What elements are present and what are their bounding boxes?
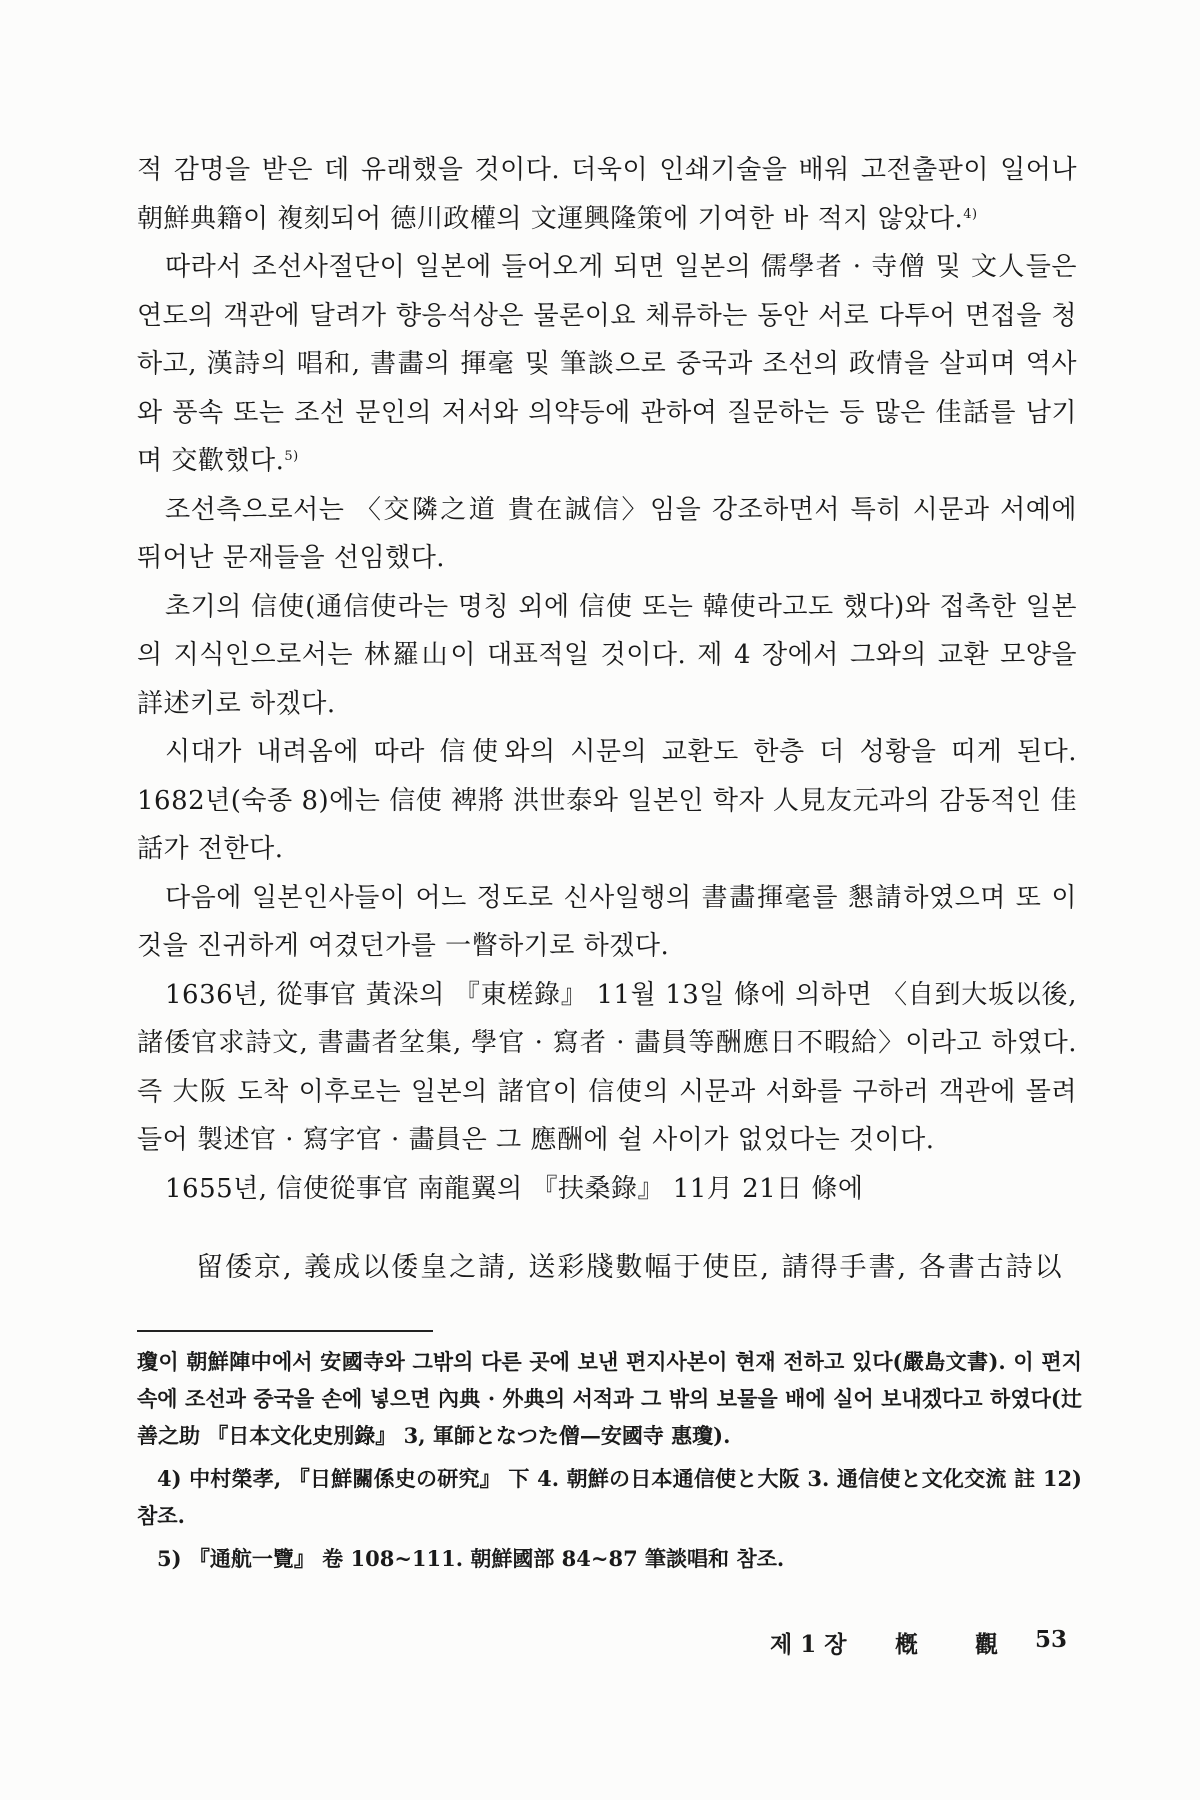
footnotes — [137, 1343, 1082, 1577]
paragraph-text: 따라서 조선사절단이 일본에 들어오게 되면 일본의 儒學者 · 寺僧 및 文人들은 연도의 객관에 달려가 향응석상은 물론이요 체류하는 동안 서로 다투어 면접을 청하고, 漢詩의 唱和, 書畵의 揮毫 및 筆談으로 중국과 조선의 政情을 살피며 역사와 풍속 또는 조선 문인의 저서와 의약등에 관하여 질문하는 등 많은 佳話를 남기며 交歡했다. — [137, 252, 1077, 476]
chapter-label: 제 1 장 — [770, 1631, 847, 1658]
chapter-title-left: 槪 — [895, 1631, 918, 1658]
page-number: 53 — [1035, 1626, 1068, 1653]
paragraph-2 — [137, 243, 1077, 486]
footnote-5: 5) 『通航一覽』 卷 108~111. 朝鮮國部 84~87 筆談唱和 참조. — [157, 1546, 785, 1571]
footnote-4: 4) 中村榮孝, 『日鮮關係史の研究』 下 4. 朝鮮の日本通信使と大阪 3. 通信使と文化交流 註 12) 참조. — [137, 1466, 1082, 1528]
footnote-divider — [137, 1330, 433, 1332]
footnote-ref: 4) — [963, 206, 978, 222]
paragraph-6 — [137, 874, 1077, 971]
paragraph-text: 시대가 내려옴에 따라 信使와의 시문의 교환도 한층 더 성황을 띠게 된다. 1682년(숙종 8)에는 信使 裨將 洪世泰와 일본인 학자 人見友元과의 감동적인 佳話가 전한다. — [137, 737, 1077, 864]
paragraph-8 — [137, 1165, 1077, 1214]
paragraph-text: 1636년, 從事官 黃𣳼의 『東槎錄』 11월 13일 條에 의하면 〈自到大坂以後, 諸倭官求詩文, 書畵者坌集, 學官 · 寫者 · 畵員等酬應日不暇給〉이라고 하였다. 즉 大阪 도착 이후로는 일본의 諸官이 信使의 시문과 서화를 구하러 객관에 몰려들어 製述官 · 寫字官 · 畵員은 그 應酬에 쉴 사이가 없었다는 것이다. — [137, 979, 1077, 1155]
paragraph-7 — [137, 971, 1077, 1165]
footnote-ref: 5) — [284, 449, 299, 464]
footnote-continued: 瓊이 朝鮮陣中에서 安國寺와 그밖의 다른 곳에 보낸 편지사본이 현재 전하고 있다(嚴島文書). 이 편지 속에 조선과 중국을 손에 넣으면 內典 · 外典의 서적과 그 밖의 보물을 배에 실어 보내겠다고 하였다(辻善之助 『日本文化史別錄』 3, 軍師となつた僧—安國寺 惠瓊). — [137, 1349, 1082, 1448]
chapter-title-right: 觀 — [975, 1631, 998, 1658]
paragraph-3 — [137, 486, 1077, 583]
paragraph-4 — [137, 583, 1077, 729]
body-text — [137, 146, 1077, 1213]
paragraph-text: 1655년, 信使從事官 南龍翼의 『扶桑錄』 11月 21日 條에 — [165, 1173, 864, 1204]
paragraph-text: 적 감명을 받은 데 유래했을 것이다. 더욱이 인쇄기술을 배워 고전출판이 일어나 朝鮮典籍이 複刻되어 德川政權의 文運興隆策에 기여한 바 적지 않았다. — [137, 155, 1077, 234]
paragraph-text: 다음에 일본인사들이 어느 정도로 신사일행의 書畵揮毫를 懇請하였으며 또 이것을 진귀하게 여겼던가를 一瞥하기로 하겠다. — [137, 882, 1077, 961]
block-quote: 留倭京, 義成以倭皇之請, 送彩牋數幅于使臣, 請得手書, 各書古詩以 — [196, 1252, 1064, 1283]
running-footer — [770, 1626, 1090, 1660]
paragraph-text: 초기의 信使(通信使라는 명칭 외에 信使 또는 韓使라고도 했다)와 접촉한 일본의 지식인으로서는 林羅山이 대표적일 것이다. 제 4 장에서 그와의 교환 모양을 詳述키로 하겠다. — [137, 591, 1077, 719]
paragraph-5 — [137, 728, 1077, 874]
paragraph-1 — [137, 146, 1077, 243]
paragraph-text: 조선측으로서는 〈交隣之道 貴在誠信〉임을 강조하면서 특히 시문과 서예에 뛰어난 문재들을 선임했다. — [137, 494, 1077, 573]
